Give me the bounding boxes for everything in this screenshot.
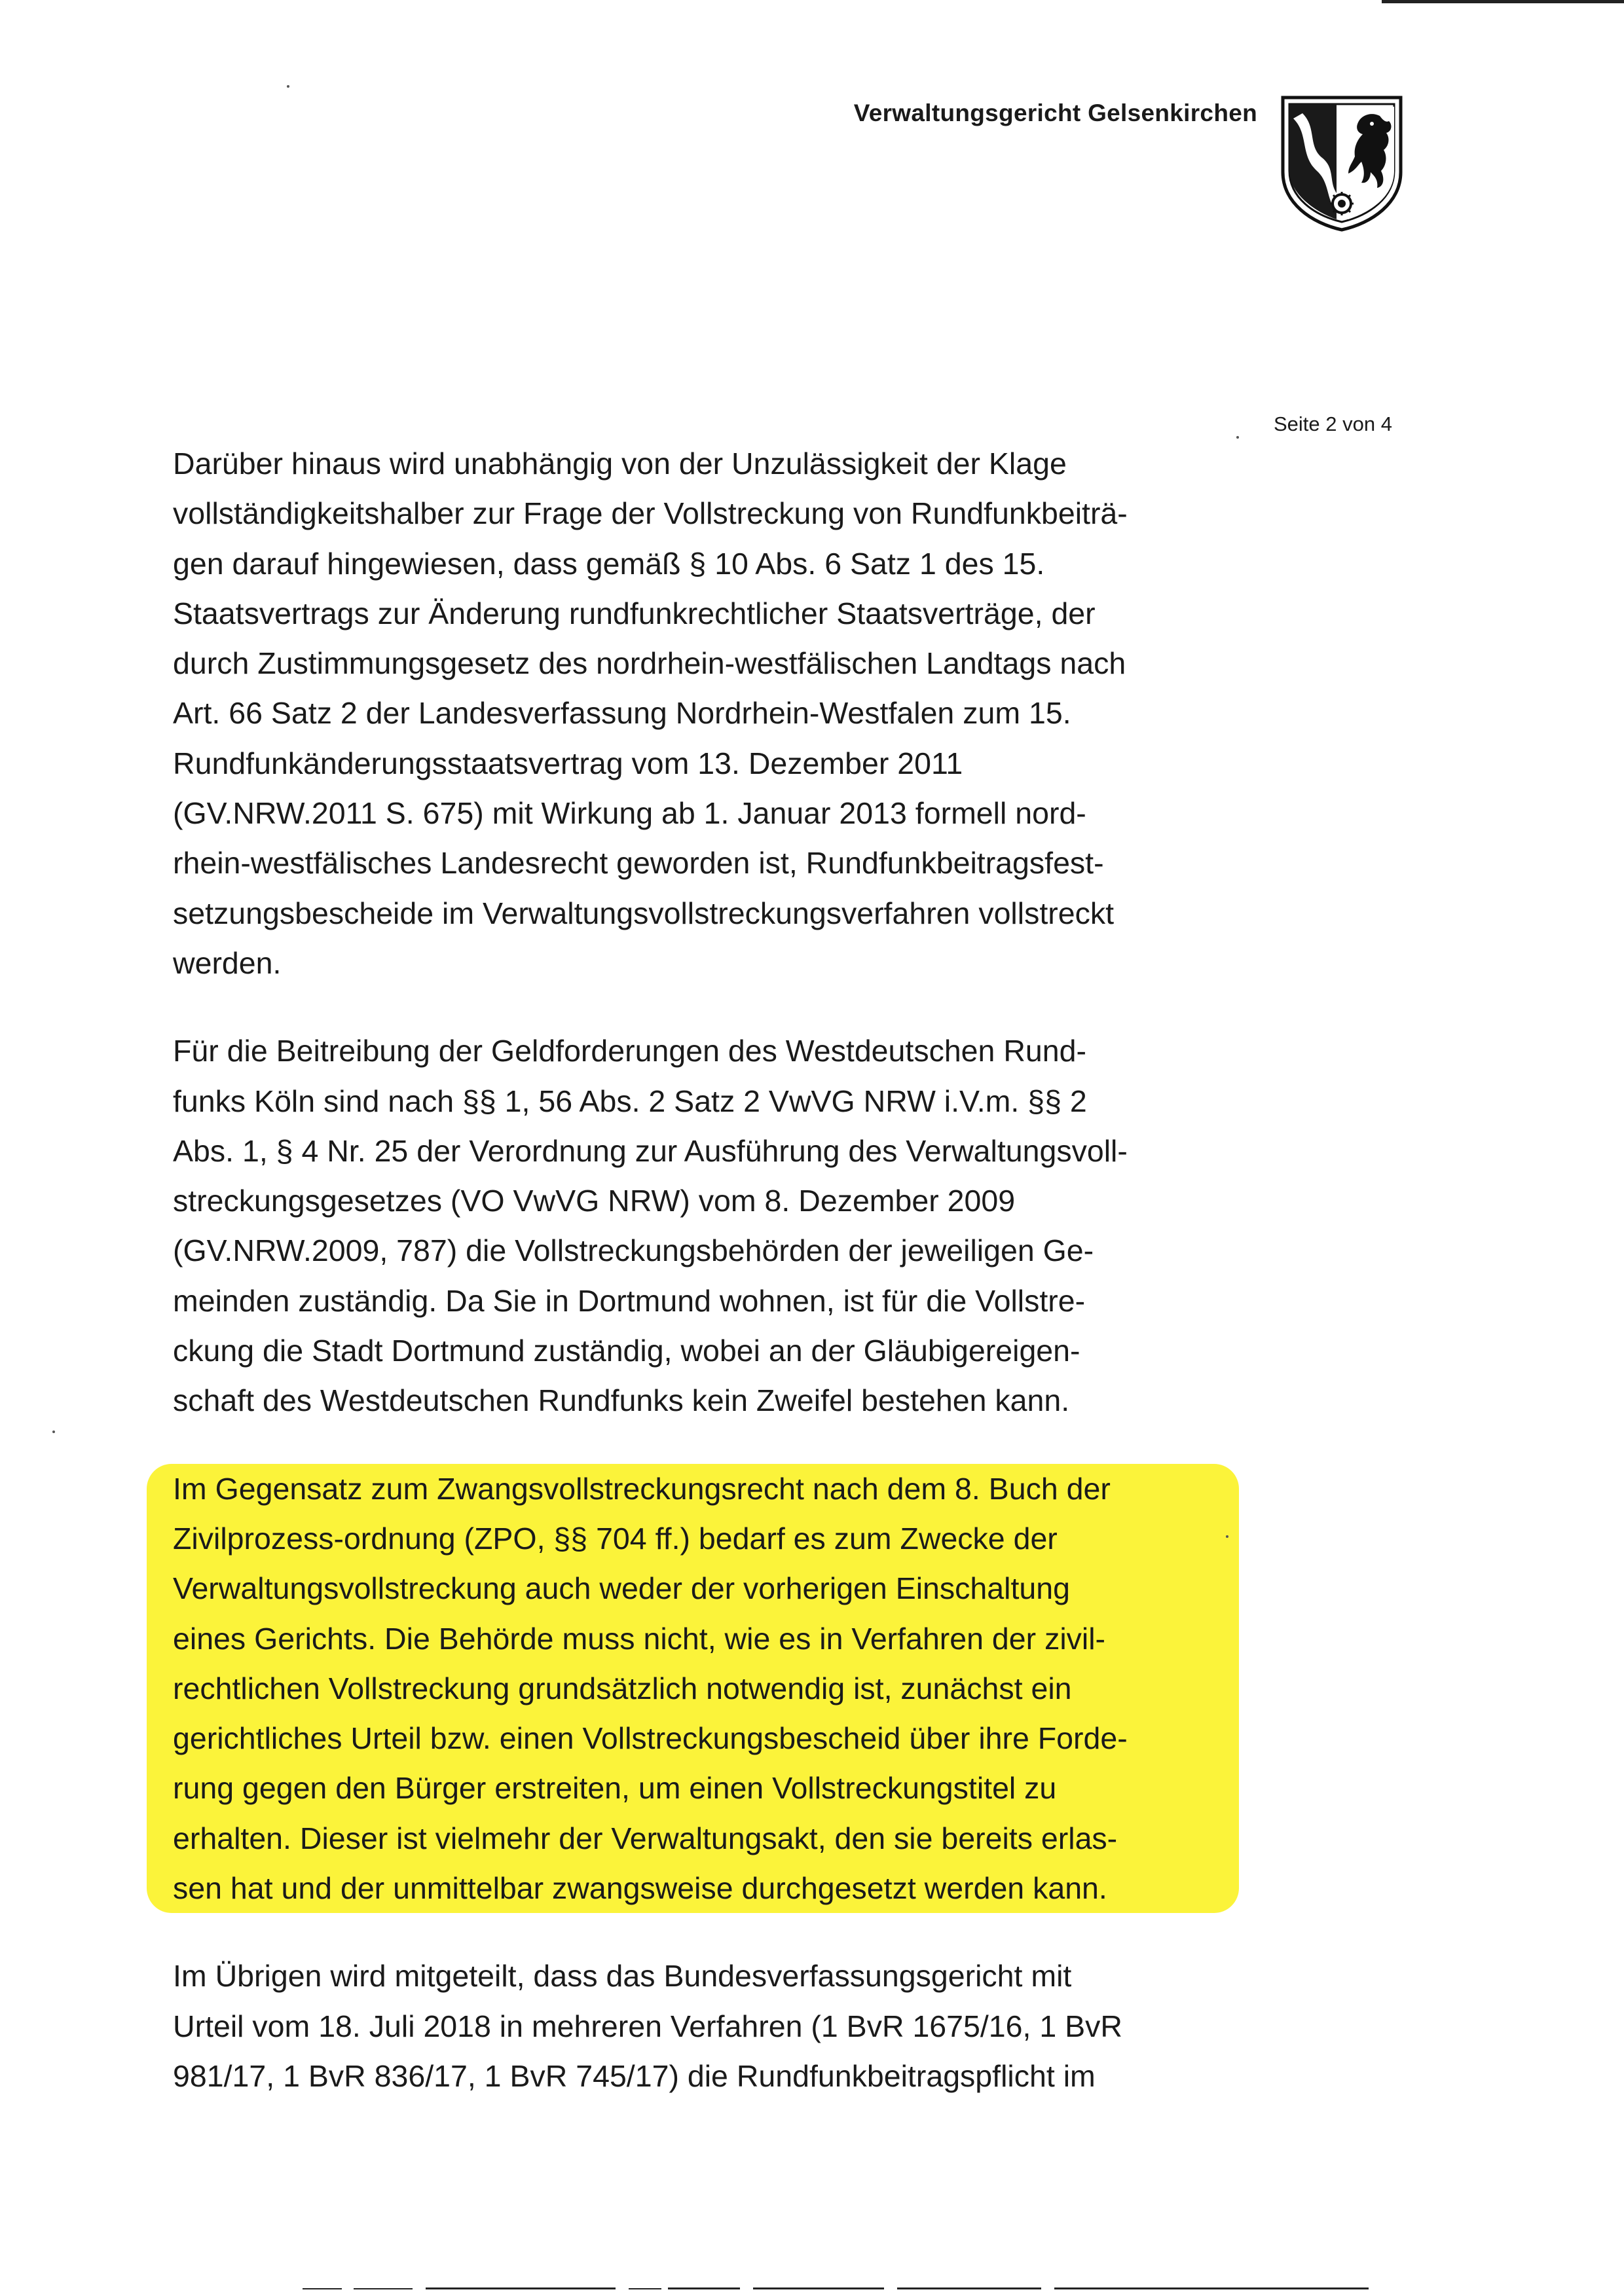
scan-artifact-dot <box>1226 1535 1228 1538</box>
paragraph-enforcement-legal-basis: Darüber hinaus wird unabhängig von der Unzulässigkeit der Klage vollständigkeitshalber zur Frage der Vollstreckung von Rundfunkbeiträ- gen darauf hingewiesen, dass gemäß § 10 Abs. 6 Satz 1 des 15. Staatsvertrags zur Änderung rundfunkrechtlicher Staatsverträge, der durch Zustimmungsgesetz des nordrhein-westfälischen Landtags nach Art. 66 Satz 2 der Landesverfassung Nordrhein-Westfalen zum 15. Rundfunkänderungsstaatsvertrag vom 13. Dezember 2011 (GV.NRW.2011 S. 675) mit Wirkung ab 1. Januar 2013 formell nord- rhein-westfälisches Landesrecht geworden ist, Rundfunkbeitragsfest- setzungsbescheide im Verwaltungsvollstreckungsverfahren vollstreckt werden. <box>173 446 1128 980</box>
page-number: Seite 2 von 4 <box>1274 412 1392 435</box>
nrw-coat-of-arms-icon <box>1280 95 1403 232</box>
letter-body <box>173 439 1221 2101</box>
paragraph-constitutional-court: Im Übrigen wird mitgeteilt, dass das Bundesverfassungsgericht mit Urteil vom 18. Juli 2018 in mehreren Verfahren (1 BvR 1675/16, 1 BvR 981/17, 1 BvR 836/17, 1 BvR 745/17) die Rundfunkbeitragspflicht im <box>173 1959 1122 2093</box>
scan-artifact-dot <box>1236 436 1239 439</box>
scan-artifact-dot <box>52 1430 55 1433</box>
court-name: Verwaltungsgericht Gelsenkirchen <box>853 100 1257 126</box>
paragraph-highlighted-administrative-enforcement: Im Gegensatz zum Zwangsvollstreckungsrecht nach dem 8. Buch der Zivilprozess-ordnung (ZPO, §§ 704 ff.) bedarf es zum Zwecke der Verwaltungsvollstreckung auch weder der vorherigen Einschaltung eines Gerichts. Die Behörde muss nicht, wie es in Verfahren der zivil- rechtlichen Vollstreckung grundsätzlich notwendig ist, zunächst ein gerichtliches Urteil bzw. einen Vollstreckungsbescheid über ihre Forde- rung gegen den Bürger erstreiten, um einen Vollstreckungstitel zu erhalten. Dieser ist vielmehr der Verwaltungsakt, den sie bereits erlas- sen hat und der unmittelbar zwangsweise durchgesetzt werden kann. <box>147 1464 1239 1914</box>
paragraph-competent-authority: Für die Beitreibung der Geldforderungen des Westdeutschen Rund- funks Köln sind nach §§ 1, 56 Abs. 2 Satz 2 VwVG NRW i.V.m. §§ 2 Abs. 1, § 4 Nr. 25 der Verordnung zur Ausführung des Verwaltungsvoll- streckungsgesetzes (VO VwVG NRW) vom 8. Dezember 2009 (GV.NRW.2009, 787) die Vollstreckungsbehörden der jeweiligen Ge- meinden zuständig. Da Sie in Dortmund wohnen, ist für die Vollstre- ckung die Stadt Dortmund zuständig, wobei an der Gläubigereigen- schaft des Westdeutschen Rundfunks kein Zweifel bestehen kann. <box>173 1034 1128 1418</box>
scan-artifact-top-line <box>1382 0 1624 3</box>
scan-artifact-dot <box>287 85 289 88</box>
